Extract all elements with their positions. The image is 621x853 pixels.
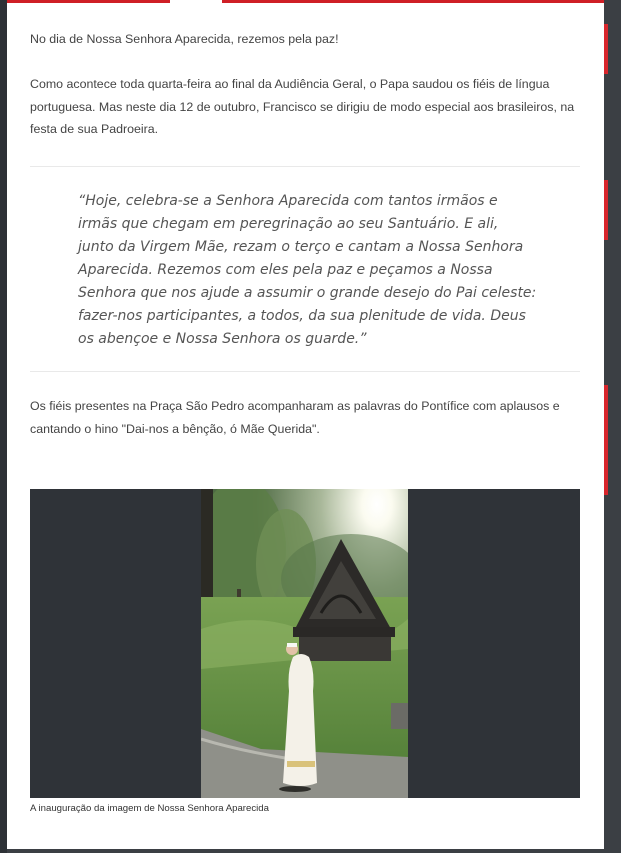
article-intro: No dia de Nossa Senhora Aparecida, rezemos pela paz! <box>30 32 339 46</box>
article-paragraph-1: Como acontece toda quarta-feira ao final da Audiência Geral, o Papa saudou os fiéis de língua portuguesa. Mas neste dia 12 de outubro, Francisco se dirigiu de modo especial aos brasileiros, na festa de sua Padroeira. <box>30 77 575 136</box>
article-body <box>7 0 604 849</box>
left-page-edge <box>0 0 7 853</box>
rail-accent-middle <box>604 180 608 240</box>
top-accent-bar-left <box>7 0 170 3</box>
article-paragraph-2: Os fiéis presentes na Praça São Pedro acompanharam as palavras do Pontífice com aplausos e cantando o hino "Dai-nos a bênção, ó Mãe Querida". <box>30 399 560 436</box>
pope-statue-photo[interactable] <box>201 489 408 798</box>
top-accent-bar-right <box>222 0 604 3</box>
rail-accent-top <box>604 24 608 74</box>
figure-caption: A inauguração da imagem de Nossa Senhora Aparecida <box>30 803 269 814</box>
pope-quote: “Hoje, celebra-se a Senhora Aparecida com tantos irmãos e irmãs que chegam em peregrinação ao seu Santuário. E ali, junto da Virgem Mãe, rezam o terço e cantam a Nossa Senhora Aparecida. Rezemos com eles pela paz e peçamos a Nossa Senhora que nos ajude a assumir o grande desejo do Pai celeste: fazer-nos participantes, a todos, da sua plenitude de vida. Deus os abençoe e Nossa Senhora os guarde.” <box>78 193 537 347</box>
rail-accent-lower <box>604 385 608 495</box>
quote-top-divider <box>30 166 580 167</box>
article-figure <box>30 489 580 798</box>
right-sidebar-rail <box>604 0 621 853</box>
quote-bottom-divider <box>30 371 580 372</box>
